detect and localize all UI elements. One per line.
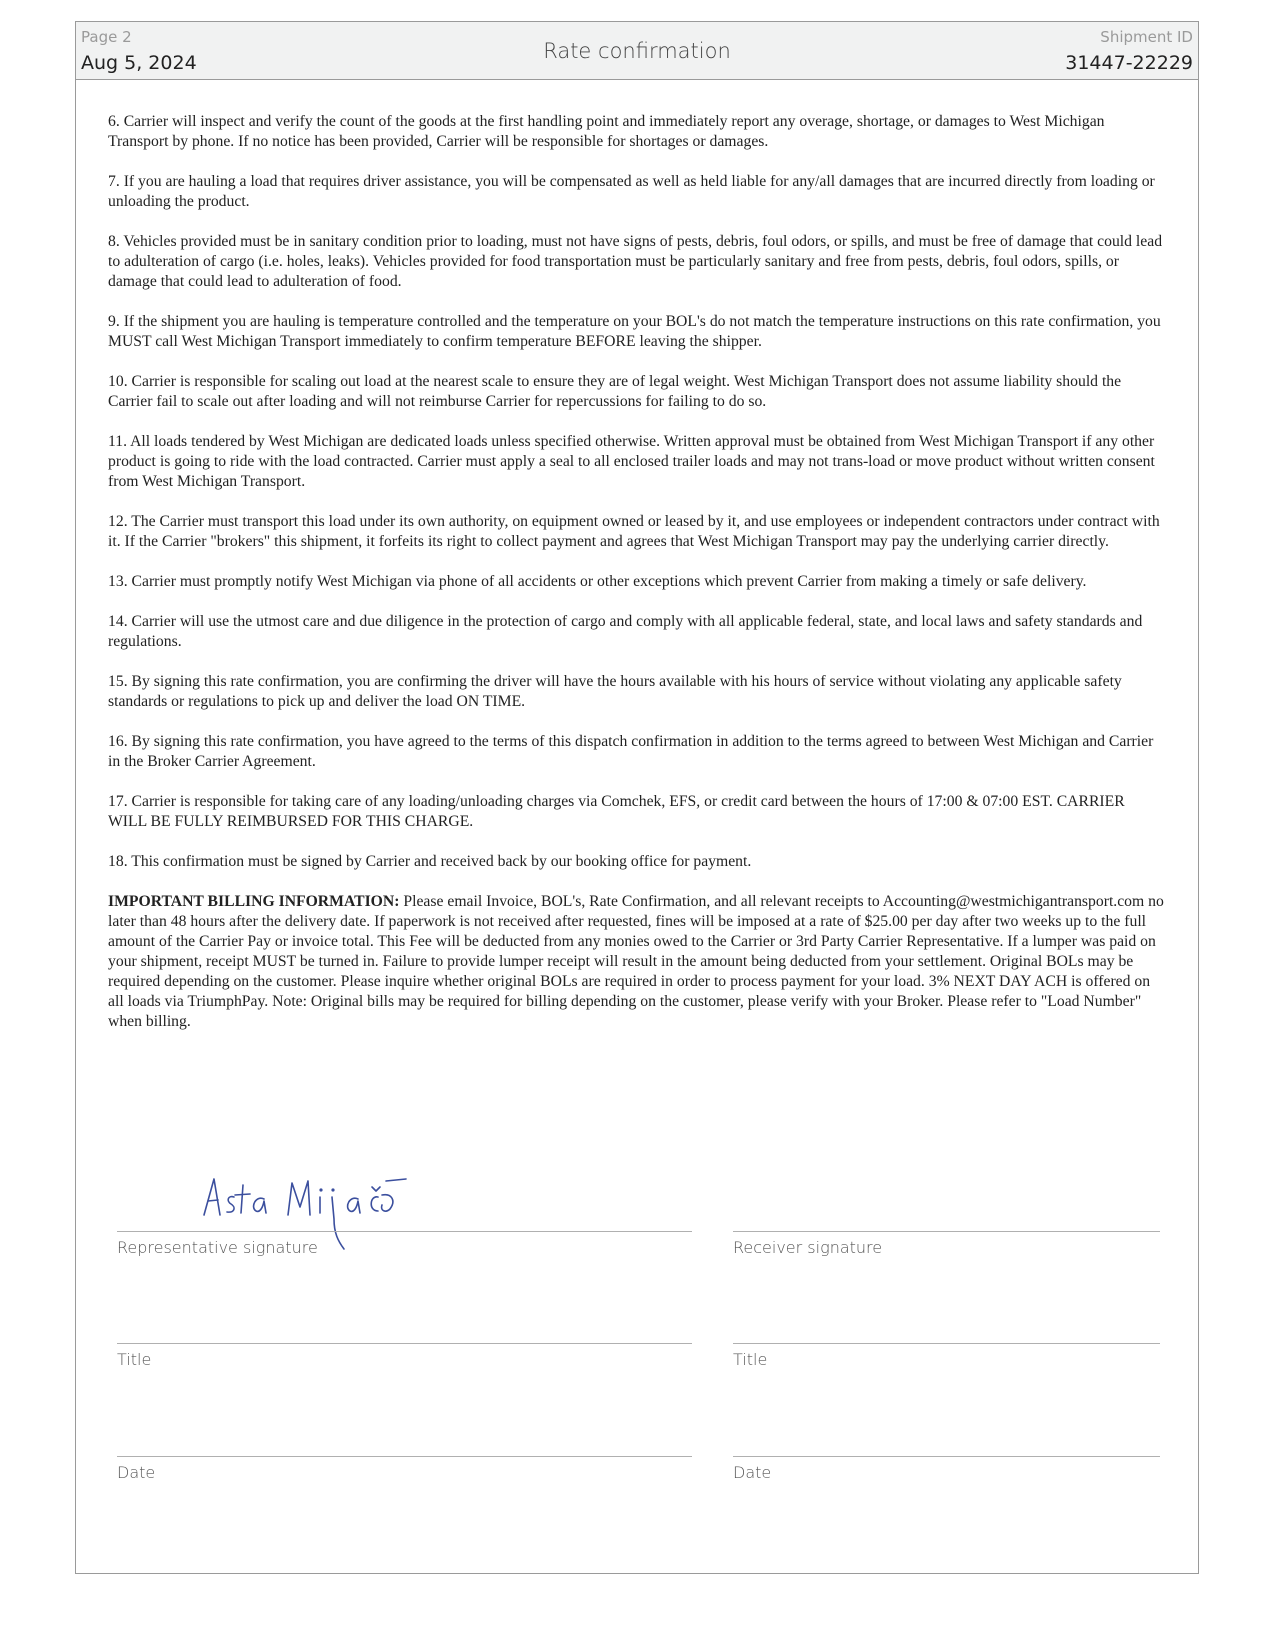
term-item: 10. Carrier is responsible for scaling out load at the nearest scale to ensure they are of legal weight. West Michigan Transport does not assume liability should the Carrier fail to scale out after loading and will not reimburse Carrier for repercussions for failing to do so. [108, 373, 1122, 410]
shipment-id-label: Shipment ID [1100, 28, 1193, 46]
term-item: 8. Vehicles provided must be in sanitary condition prior to loading, must not have signs of pests, debris, foul odors, or spills, and must be free of damage that could lead to adulteration of cargo (i.e. holes, leaks). Vehicles provided for food transportation must be particularly sanitary and free from pests, debris, foul odors, spills, or damage that could lead to adulteration of food. [108, 233, 1163, 290]
term-item: 6. Carrier will inspect and verify the count of the goods at the first handling point and immediately report any overage, shortage, or damages to West Michigan Transport by phone. If no notice has been provided, Carrier will be responsible for shortages or damages. [108, 113, 1105, 150]
document-header [75, 21, 1199, 80]
billing-text: Please email Invoice, BOL's, Rate Confirmation, and all relevant receipts to Accounting@westmichigantransport.com no later than 48 hours after the delivery date. If paperwork is not received after requested, fines will be imposed at a rate of $25.00 per day after two weeks up to the full amount of the Carrier Pay or invoice total. This Fee will be deducted from any monies owed to the Carrier or 3rd Party Carrier Representative. If a lumper was paid on your shipment, receipt MUST be turned in. Failure to provide lumper receipt will result in the amount being deducted from your settlement. Original BOLs may be required depending on the customer. Please inquire whether original BOLs are required in order to process payment for your load. 3% NEXT DAY ACH is offered on all loads via TriumphPay. Note: Original bills may be required for billing depending on the customer, please verify with your Broker. Please refer to "Load Number" when billing. [108, 893, 1164, 1030]
term-item: 13. Carrier must promptly notify West Michigan via phone of all accidents or other exceptions which prevent Carrier from making a timely or safe delivery. [108, 573, 1087, 590]
document-date: Aug 5, 2024 [81, 52, 197, 74]
term-item: 15. By signing this rate confirmation, you are confirming the driver will have the hours available with his hours of service without violating any applicable safety standards or regulations to pick up and deliver the load ON TIME. [108, 673, 1122, 710]
representative-signature-line [117, 1231, 692, 1232]
receiver-signature-label: Receiver signature [733, 1238, 883, 1257]
title-line-left [117, 1343, 692, 1344]
term-item: 14. Carrier will use the utmost care and due diligence in the protection of cargo and comply with all applicable federal, state, and local laws and safety standards and regulations. [108, 613, 1143, 650]
term-item: 11. All loads tendered by West Michigan are dedicated loads unless specified otherwise. Written approval must be obtained from West Michigan Transport if any other product is going to ride with the load contracted. Carrier must apply a seal to all enclosed trailer loads and may not trans-load or move product without written consent from West Michigan Transport. [108, 433, 1155, 490]
term-item: 12. The Carrier must transport this load under its own authority, on equipment owned or leased by it, and use employees or independent contractors under contract with it. If the Carrier "brokers" this shipment, it forfeits its right to collect payment and agrees that West Michigan Transport may pay the underlying carrier directly. [108, 513, 1160, 550]
document-title: Rate confirmation [543, 39, 731, 63]
receiver-signature-line [733, 1231, 1160, 1232]
representative-signature-label: Representative signature [117, 1238, 318, 1257]
date-line-right [733, 1456, 1160, 1457]
date-label-right: Date [733, 1463, 772, 1482]
date-label-left: Date [117, 1463, 156, 1482]
title-line-right [733, 1343, 1160, 1344]
title-label-left: Title [117, 1350, 152, 1369]
term-item: 17. Carrier is responsible for taking care of any loading/unloading charges via Comchek, EFS, or credit card between the hours of 17:00 & 07:00 EST. CARRIER WILL BE FULLY REIMBURSED FOR THIS CHARGE. [108, 793, 1125, 830]
term-item: 16. By signing this rate confirmation, you have agreed to the terms of this dispatch confirmation in addition to the terms agreed to between West Michigan and Carrier in the Broker Carrier Agreement. [108, 733, 1154, 770]
terms-body [108, 112, 1166, 1052]
term-item: 9. If the shipment you are hauling is temperature controlled and the temperature on your BOL's do not match the temperature instructions on this rate confirmation, you MUST call West Michigan Transport immediately to confirm temperature BEFORE leaving the shipper. [108, 313, 1161, 350]
term-item: 7. If you are hauling a load that requires driver assistance, you will be compensated as well as held liable for any/all damages that are incurred directly from loading or unloading the product. [108, 173, 1155, 210]
shipment-id-value: 31447-22229 [1065, 52, 1193, 74]
page-number-label: Page 2 [81, 28, 132, 46]
billing-heading: IMPORTANT BILLING INFORMATION: [108, 893, 400, 910]
billing-information [108, 892, 1166, 1032]
term-item: 18. This confirmation must be signed by Carrier and received back by our booking office for payment. [108, 853, 752, 870]
date-line-left [117, 1456, 692, 1457]
title-label-right: Title [733, 1350, 768, 1369]
